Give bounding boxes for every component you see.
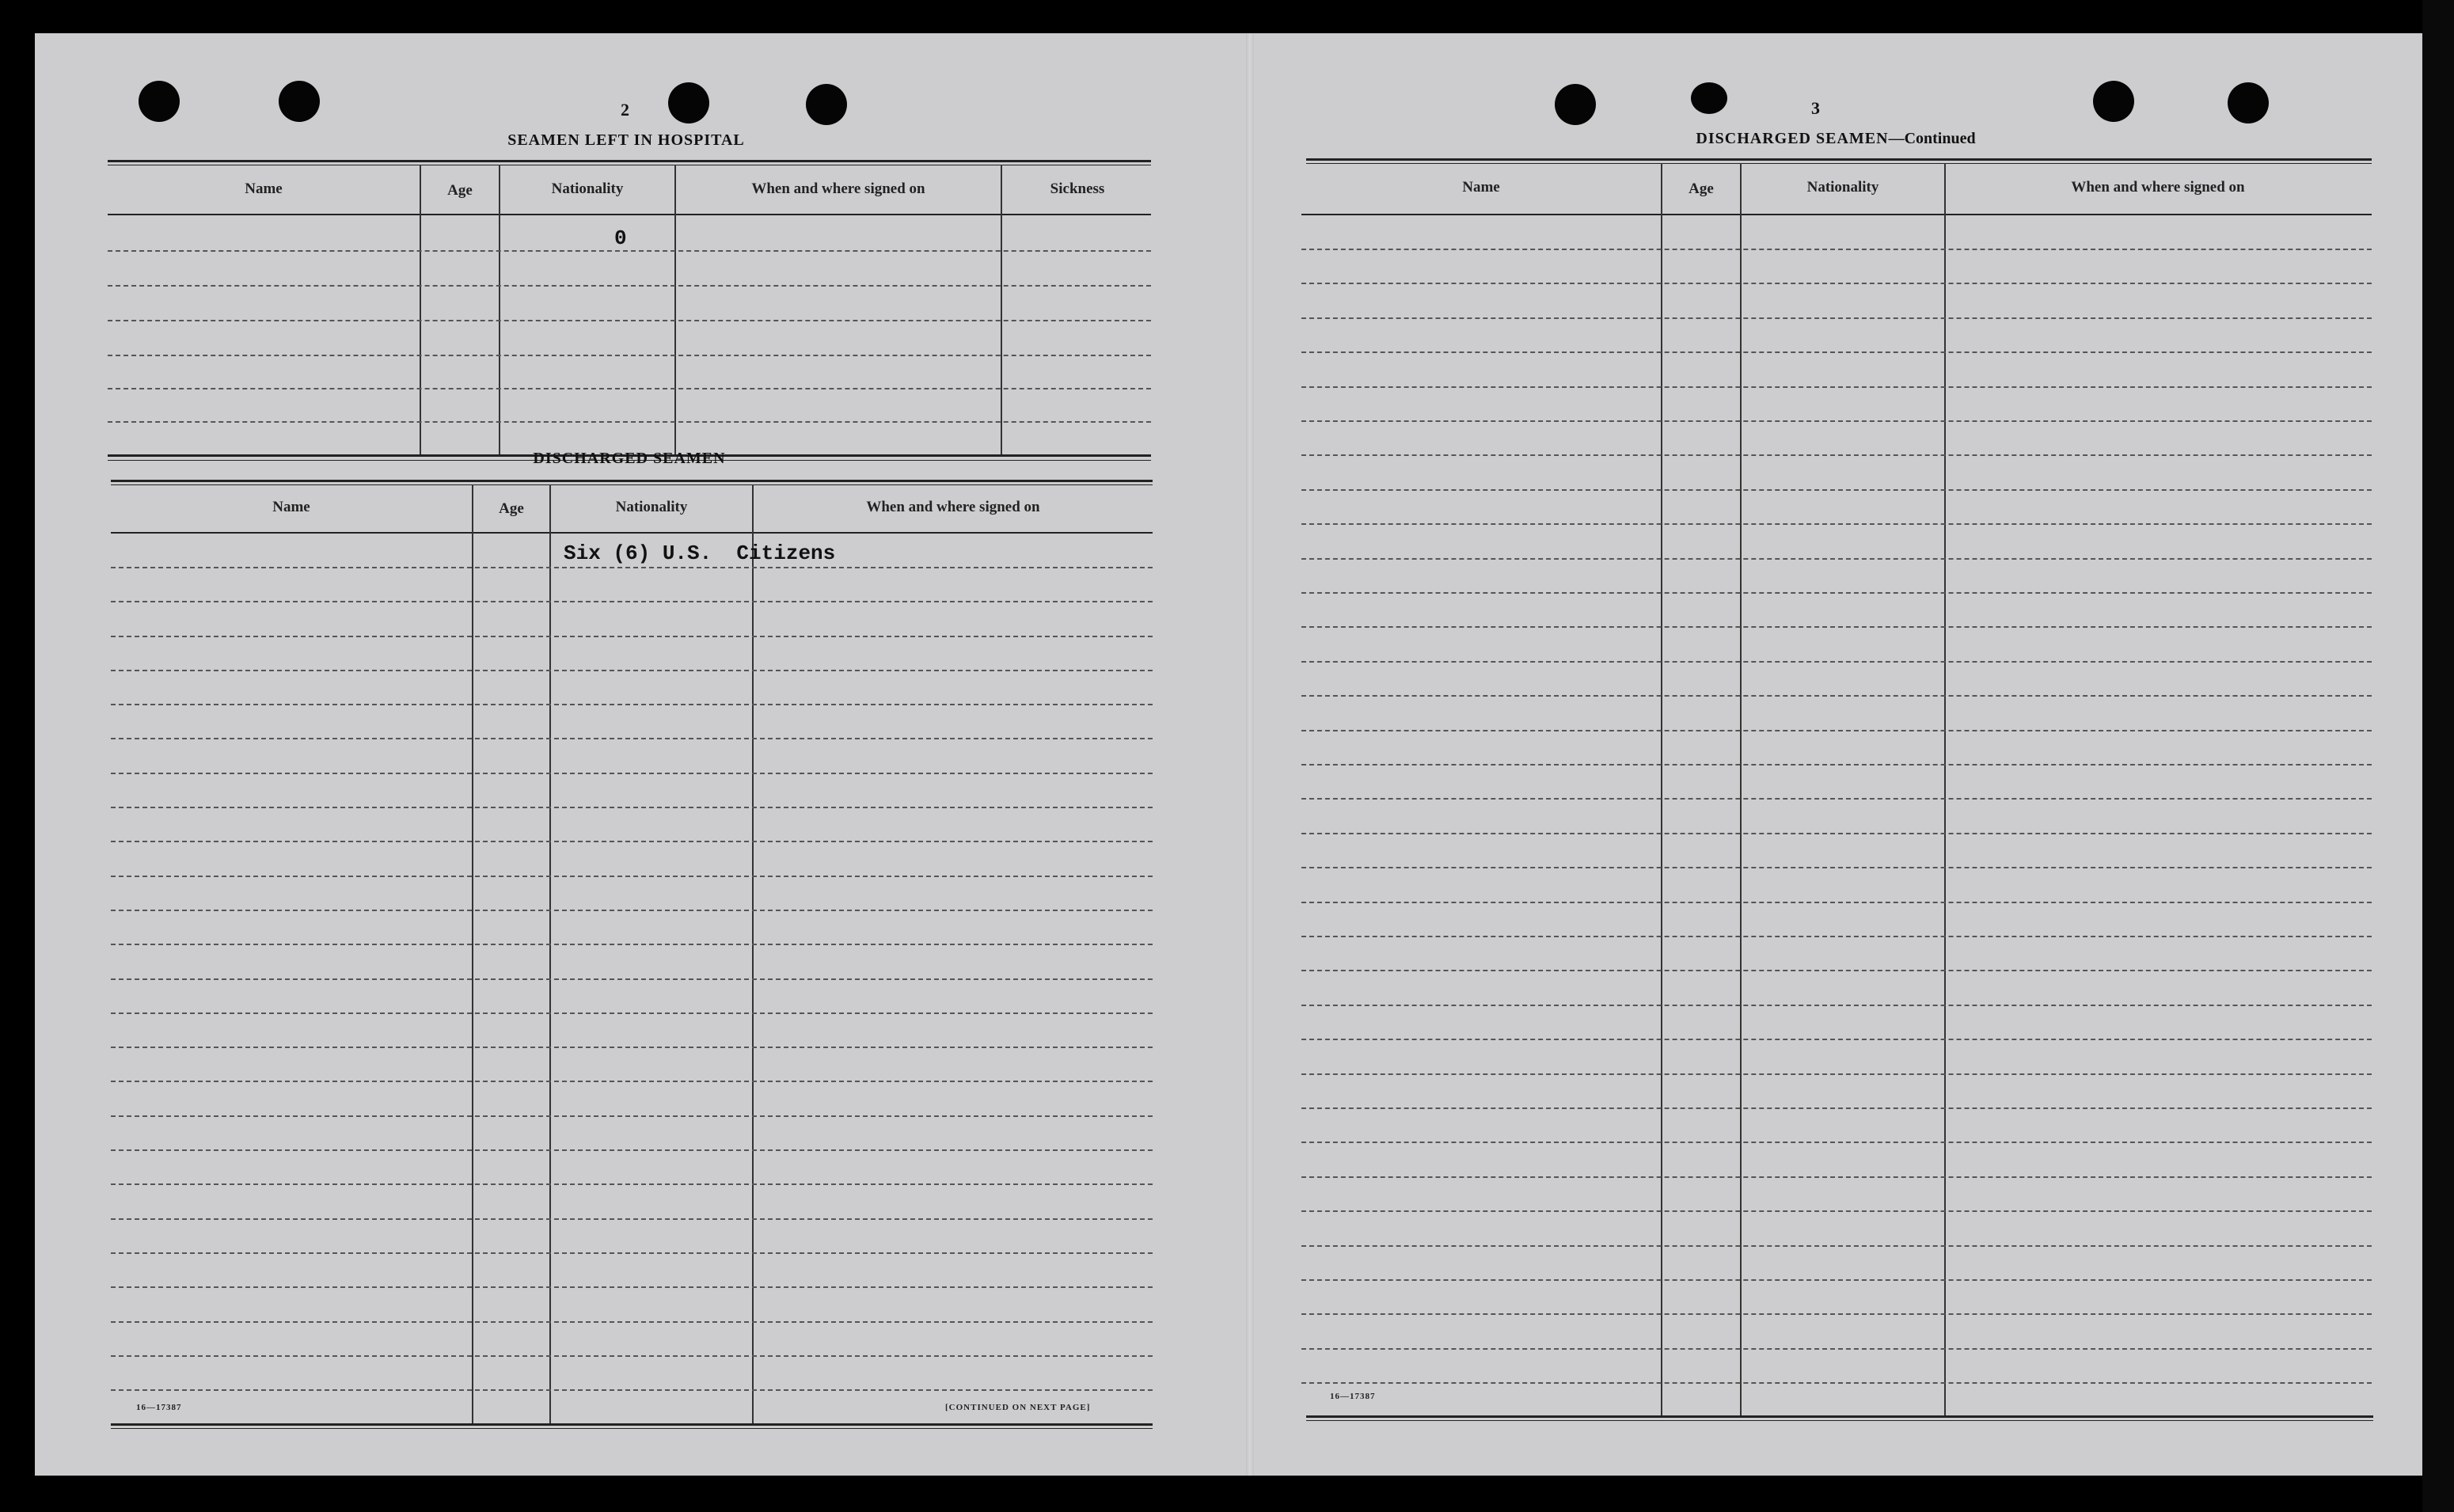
punch-hole — [139, 81, 180, 122]
page-number-left: 2 — [621, 100, 629, 120]
scan-edge — [2422, 0, 2454, 1512]
punch-hole — [806, 84, 847, 125]
ruled-line — [1301, 626, 2372, 628]
ruled-line — [1301, 1107, 2372, 1109]
col-header-age: Age — [499, 500, 524, 517]
ruled-line — [111, 1321, 1153, 1323]
col-header-nationality: Nationality — [551, 180, 624, 197]
ruled-line — [1301, 1176, 2372, 1178]
punch-hole — [668, 82, 709, 123]
title-main: DISCHARGED SEAMEN — [1696, 130, 1889, 147]
title-continued: —Continued — [1888, 130, 1976, 147]
ruled-line — [111, 1081, 1153, 1082]
ruled-line — [111, 876, 1153, 877]
page-number-right: 3 — [1811, 98, 1820, 118]
hospital-header-rule — [108, 214, 1151, 215]
ruled-line — [1301, 1348, 2372, 1350]
ruled-line — [1301, 454, 2372, 456]
hospital-col-divider — [499, 165, 500, 454]
ruled-line — [1301, 730, 2372, 731]
form-number-left: 16—17387 — [136, 1403, 182, 1412]
discharged-top-rule-thin — [111, 484, 1153, 485]
ruled-line — [108, 285, 1151, 287]
ruled-line — [1301, 970, 2372, 971]
ruled-line — [111, 1047, 1153, 1048]
ruled-line — [1301, 695, 2372, 697]
ruled-line — [1301, 833, 2372, 834]
ruled-line — [111, 1012, 1153, 1014]
ruled-line — [1301, 867, 2372, 868]
form-number-right: 16—17387 — [1330, 1392, 1376, 1401]
col-header-name: Name — [272, 499, 310, 515]
discharged-section-title: DISCHARGED SEAMEN — [533, 450, 726, 467]
right-top-rule — [1306, 158, 2372, 161]
punch-hole — [1555, 84, 1596, 125]
ruled-line — [1301, 317, 2372, 319]
discharged-top-rule — [111, 480, 1153, 482]
ruled-line — [1301, 1245, 2372, 1247]
hospital-entry-nationality: 0 — [614, 226, 627, 250]
ruled-line — [111, 1355, 1153, 1357]
right-header-rule — [1301, 214, 2372, 215]
ruled-line — [111, 704, 1153, 705]
ruled-line — [1301, 386, 2372, 388]
ruled-line — [108, 320, 1151, 321]
hospital-col-divider — [1001, 165, 1002, 454]
punch-hole — [279, 81, 320, 122]
col-header-sickness: Sickness — [1050, 180, 1105, 197]
ruled-line — [1301, 420, 2372, 422]
ruled-line — [1301, 1382, 2372, 1384]
right-bottom-rule-thin — [1306, 1420, 2373, 1421]
col-header-age: Age — [447, 182, 473, 199]
right-top-rule-thin — [1306, 163, 2372, 164]
ruled-line — [111, 944, 1153, 945]
discharged-entry: Six (6) U.S. Citizens — [564, 541, 836, 565]
col-header-age: Age — [1689, 180, 1714, 197]
document-sheet — [35, 33, 2422, 1476]
hospital-top-rule — [108, 160, 1151, 162]
ruled-line — [1301, 558, 2372, 560]
ruled-line — [1301, 1142, 2372, 1143]
ruled-line — [111, 807, 1153, 808]
ruled-line — [108, 388, 1151, 389]
right-bottom-rule — [1306, 1415, 2373, 1418]
ruled-line — [1301, 1210, 2372, 1212]
col-header-when-where: When and where signed on — [866, 499, 1040, 515]
ruled-line — [111, 738, 1153, 739]
ruled-line — [1301, 1313, 2372, 1315]
discharged-header-rule — [111, 532, 1153, 534]
ruled-line — [108, 250, 1151, 252]
ruled-line — [111, 978, 1153, 980]
discharged-bottom-rule — [111, 1423, 1153, 1426]
ruled-line — [108, 421, 1151, 423]
discharged-col-divider — [752, 484, 754, 1425]
ruled-line — [1301, 902, 2372, 903]
ruled-line — [1301, 661, 2372, 663]
ruled-line — [111, 636, 1153, 637]
ruled-line — [1301, 936, 2372, 937]
col-header-when-where: When and where signed on — [2071, 179, 2245, 196]
hospital-col-divider — [420, 165, 421, 454]
ruled-line — [111, 1389, 1153, 1391]
ruled-line — [1301, 764, 2372, 765]
hospital-section-title: SEAMEN LEFT IN HOSPITAL — [507, 131, 745, 149]
page-fold — [1246, 33, 1254, 1476]
ruled-line — [1301, 1005, 2372, 1006]
punch-hole — [2093, 81, 2134, 122]
discharged-bottom-rule-thin — [111, 1428, 1153, 1429]
ruled-line — [108, 355, 1151, 356]
ruled-line — [111, 841, 1153, 842]
col-header-name: Name — [1462, 179, 1500, 196]
ruled-line — [111, 773, 1153, 774]
ruled-line — [111, 670, 1153, 671]
ruled-line — [1301, 249, 2372, 250]
ruled-line — [1301, 523, 2372, 525]
ruled-line — [1301, 489, 2372, 491]
ruled-line — [111, 567, 1153, 568]
hospital-col-divider — [674, 165, 676, 454]
ruled-line — [111, 1286, 1153, 1288]
ruled-line — [1301, 592, 2372, 594]
ruled-line — [1301, 1039, 2372, 1040]
ruled-line — [111, 1252, 1153, 1254]
ruled-line — [111, 910, 1153, 911]
ruled-line — [1301, 283, 2372, 284]
ruled-line — [1301, 1073, 2372, 1075]
ruled-line — [111, 601, 1153, 602]
discharged-col-divider — [549, 484, 551, 1425]
punch-hole — [1691, 82, 1727, 114]
discharged-continued-title — [1301, 130, 2370, 148]
col-header-nationality: Nationality — [1806, 179, 1879, 196]
ruled-line — [111, 1183, 1153, 1185]
ruled-line — [1301, 1279, 2372, 1281]
continued-note: [CONTINUED ON NEXT PAGE] — [945, 1403, 1091, 1412]
col-header-when-where: When and where signed on — [751, 180, 925, 197]
discharged-col-divider — [472, 484, 473, 1425]
ruled-line — [111, 1149, 1153, 1151]
ruled-line — [111, 1115, 1153, 1117]
ruled-line — [111, 1218, 1153, 1220]
col-header-name: Name — [245, 180, 283, 197]
ruled-line — [1301, 798, 2372, 800]
punch-hole — [2228, 82, 2269, 123]
ruled-line — [1301, 351, 2372, 353]
col-header-nationality: Nationality — [615, 499, 688, 515]
